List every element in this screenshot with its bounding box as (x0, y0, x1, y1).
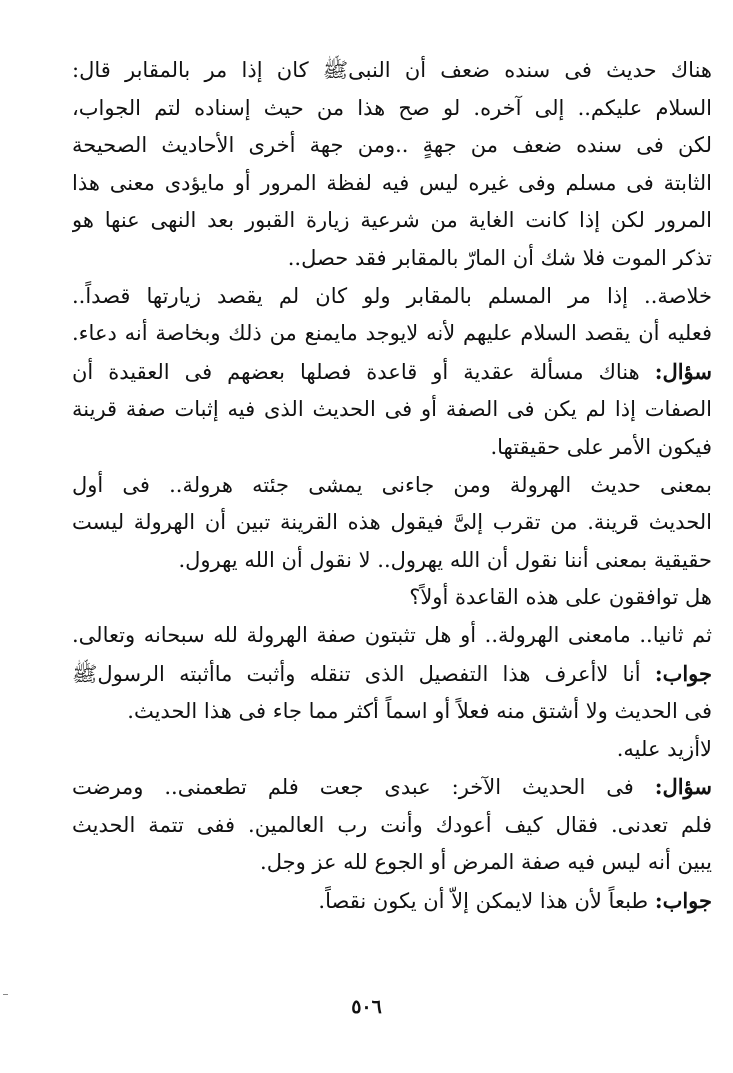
question-label: سؤال: (654, 774, 712, 800)
text-line: يبين أنه ليس فيه صفة المرض أو الجوع لله عز وجل. (260, 850, 712, 875)
text-line: المرور لكن إذا كانت الغاية من شرعية زيارة القبور بعد النهى عنها هو (72, 208, 712, 233)
scan-edge-mark (3, 994, 8, 995)
text-line: الثابتة فى مسلم وفى غيره ليس فيه لفظة المرور أو مايؤدى معنى هذا (72, 170, 712, 195)
text-line: حقيقية بمعنى أننا نقول أن الله يهرول.. لا نقول أن الله يهرول. (178, 547, 712, 572)
text-line: بمعنى حديث الهرولة ومن جاءنى يمشى جئته هرولة.. فى أول (72, 472, 712, 497)
question-text: هناك مسألة عقدية أو قاعدة فصلها بعضهم فى العقيدة أن (72, 359, 655, 384)
question-label: سؤال: (654, 358, 712, 384)
answer-line (72, 882, 712, 921)
text-line: فعليه أن يقصد السلام عليهم لأنه لايوجد مايمنع من ذلك وبخاصة أنه دعاء. (72, 321, 712, 346)
question-line (72, 768, 712, 807)
text-line: هل توافقون على هذه القاعدة أولاً؟ (409, 585, 712, 610)
text-line: ثم ثانيا.. مامعنى الهرولة.. أو هل تثبتون صفة الهرولة لله سبحانه وتعالى. (72, 622, 712, 647)
text-line: خلاصة.. إذا مر المسلم بالمقابر ولو كان لم يقصد زيارتها قصداً.. (72, 283, 712, 308)
answer-text: أنا لاأعرف هذا التفصيل الذى تنقله وأثبت ماأثبته الرسولﷺ (72, 661, 655, 686)
text-line: السلام عليكم.. إلى آخره. لو صح هذا من حيث إسناده لتم الجواب، (72, 95, 712, 120)
text-line: فلم تعدنى. فقال كيف أعودك وأنت رب العالمين. ففى تتمة الحديث (72, 812, 712, 837)
answer-text: طبعاً لأن هذا لايمكن إلاّ أن يكون نقصاً. (318, 889, 655, 914)
answer-line (72, 655, 712, 694)
text-line: لكن فى سنده ضعف من جهةٍ ..ومن جهة أخرى الأحاديث الصحيحة (72, 133, 712, 158)
page-text (72, 52, 712, 921)
text-line: لاأزيد عليه. (616, 736, 712, 761)
text-line: الصفات إذا لم يكن فى الصفة أو فى الحديث الذى فيه إثبات صفة قرينة (72, 397, 712, 422)
question-line (72, 353, 712, 392)
text-line: هناك حديث فى سنده ضعف أن النبىﷺ كان إذا مر بالمقابر قال: (72, 58, 712, 82)
page-number: ٥٠٦ (351, 996, 382, 1018)
text-line: فى الحديث ولا أشتق منه فعلاً أو اسماً أكثر مما جاء فى هذا الحديث. (127, 699, 712, 724)
text-line: الحديث قرينة. من تقرب إلىَّ فيقول هذه القرينة تبين أن الهرولة ليست (72, 510, 712, 535)
text-line: تذكر الموت فلا شك أن المارّ بالمقابر فقد حصل.. (287, 245, 712, 270)
question-text: فى الحديث الآخر: عبدى جعت فلم تطعمنى.. ومرضت (72, 775, 655, 800)
answer-label: جواب: (654, 660, 712, 686)
answer-label: جواب: (654, 888, 712, 914)
text-line: فيكون الأمر على حقيقتها. (490, 434, 712, 459)
